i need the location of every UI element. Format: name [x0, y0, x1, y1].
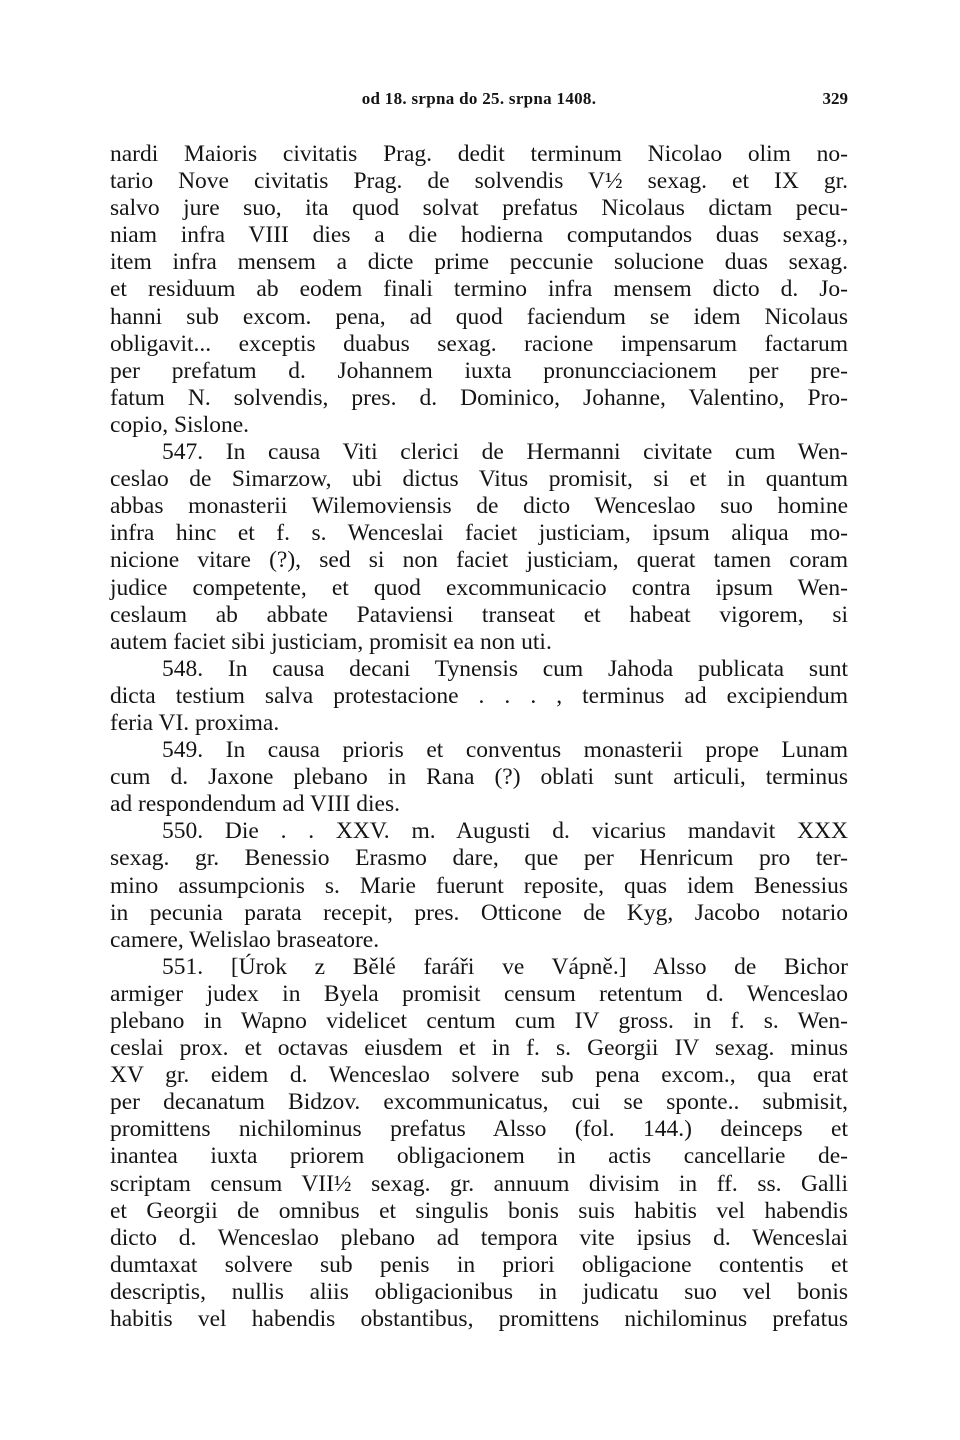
text-line: nardi Maioris civitatis Prag. dedit terminum Nicolao olim no- — [110, 141, 848, 167]
text-line: 549. In causa prioris et conventus monasterii prope Lunam — [162, 737, 848, 764]
text-line: promittens nichilominus prefatus Alsso (fol. 144.) deinceps et — [110, 1116, 848, 1143]
page-number: 329 — [822, 89, 848, 108]
text-line: mino assumpcionis s. Marie fuerunt reposite, quas idem Benessius — [110, 872, 848, 899]
text-line: armiger judex in Byela promisit censum retentum d. Wenceslao — [110, 980, 848, 1007]
text-line: tario Nove civitatis Prag. de solvendis V½ sexag. et IX gr. — [110, 168, 848, 195]
text-line: camere, Welislao braseatore. — [110, 926, 380, 953]
text-line: cum d. Jaxone plebano in Rana (?) oblati sunt articuli, terminus — [110, 764, 848, 791]
text-line: judice competente, et quod excommunicacio contra ipsum Wen- — [110, 574, 848, 601]
text-line: in pecunia parata recepit, pres. Otticone de Kyg, Jacobo notario — [110, 899, 848, 926]
text-line: dumtaxat solvere sub penis in priori obligacione contentis et — [110, 1251, 848, 1278]
text-line: plebano in Wapno videlicet centum cum IV gross. in f. s. Wen- — [110, 1008, 848, 1034]
text-line: ceslaum ab abbate Pataviensi transeat et habeat vigorem, si — [110, 601, 848, 628]
text-line: descriptis, nullis aliis obligacionibus in judicatu suo vel bonis — [110, 1278, 848, 1305]
text-line: copio, Sislone. — [110, 411, 250, 438]
text-line: scriptam censum VII½ sexag. gr. annuum divisim in ff. ss. Galli — [110, 1170, 848, 1197]
page-header — [110, 89, 848, 113]
text-line: dicta testium salva protestacione . . . , terminus ad excipiendum — [110, 682, 848, 709]
text-line: habitis vel habendis obstantibus, promittens nichilominus prefatus — [110, 1306, 848, 1333]
text-line: per prefatum d. Johannem iuxta pronuncciacionem per pre- — [110, 357, 848, 384]
text-line: XV gr. eidem d. Wenceslao solvere sub pena excom., qua erat — [110, 1062, 848, 1089]
text-line: ad respondendum ad VIII dies. — [110, 791, 400, 818]
text-line: per decanatum Bidzov. excommunicatus, cui se sponte.. submisit, — [110, 1089, 848, 1116]
text-line: 550. Die . . XXV. m. Augusti d. vicarius mandavit XXX — [162, 818, 848, 845]
text-line: et Georgii de omnibus et singulis bonis suis habitis vel habendis — [110, 1197, 848, 1224]
text-line: dicto d. Wenceslao plebano ad tempora vite ipsius d. Wenceslai — [110, 1224, 848, 1251]
text-line: 551. [Úrok z Bělé faráři ve Vápně.] Alsso de Bichor — [162, 953, 848, 980]
text-line: inantea iuxta priorem obligacionem in actis cancellarie de- — [110, 1143, 848, 1170]
text-line: sexag. gr. Benessio Erasmo dare, que per Henricum pro ter- — [110, 845, 848, 872]
text-line: niam infra VIII dies a die hodierna computandos duas sexag., — [110, 222, 848, 249]
text-line: fatum N. solvendis, pres. d. Dominico, Johanne, Valentino, Pro- — [110, 384, 848, 411]
text-line: abbas monasterii Wilemoviensis de dicto Wenceslao suo homine — [110, 493, 848, 520]
text-line: nicione vitare (?), sed si non faciet justiciam, querat tamen coram — [110, 547, 848, 574]
text-line: hanni sub excom. pena, ad quod faciendum se idem Nicolaus — [110, 303, 848, 330]
text-line: item infra mensem a dicte prime peccunie solucione duas sexag. — [110, 249, 848, 276]
text-line: 547. In causa Viti clerici de Hermanni civitate cum Wen- — [162, 439, 848, 466]
text-line: ceslao de Simarzow, ubi dictus Vitus promisit, si et in quantum — [110, 466, 848, 493]
body-text — [110, 141, 848, 1333]
text-line: obligavit... exceptis duabus sexag. racione impensarum factarum — [110, 330, 848, 357]
text-line: salvo jure suo, ita quod solvat prefatus Nicolaus dictam pecu- — [110, 195, 848, 222]
text-line: feria VI. proxima. — [110, 709, 280, 736]
running-title: od 18. srpna do 25. srpna 1408. — [361, 89, 597, 108]
text-line: et residuum ab eodem finali termino infra mensem dicto d. Jo- — [110, 276, 848, 303]
text-line: infra hinc et f. s. Wenceslai faciet justiciam, ipsum aliqua mo- — [110, 520, 848, 547]
text-line: ceslai prox. et octavas eiusdem et in f. s. Georgii IV sexag. minus — [110, 1035, 848, 1062]
text-line: autem faciet sibi justiciam, promisit ea non uti. — [110, 628, 552, 655]
text-line: 548. In causa decani Tynensis cum Jahoda publicata sunt — [162, 655, 848, 682]
